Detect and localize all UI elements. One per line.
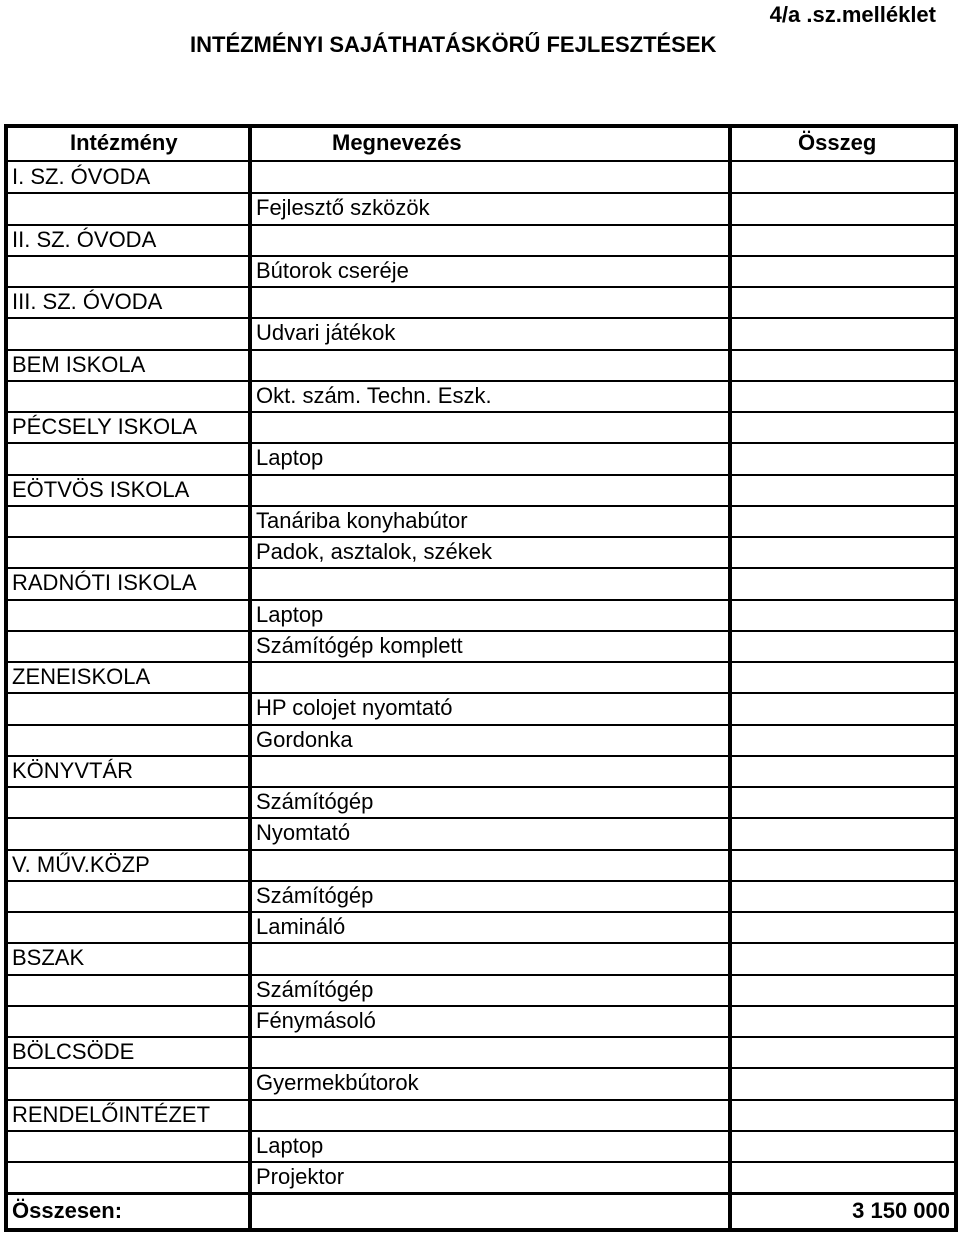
item-name-cell: Számítógép <box>256 976 374 1002</box>
item-name-cell: Számítógép <box>256 789 374 814</box>
item-name-cell: HP colojet nyomtató <box>256 695 453 721</box>
institution-cell: III. SZ. ÓVODA <box>12 289 163 314</box>
item-name-cell: Udvari játékok <box>256 320 396 346</box>
item-name-cell: Laptop <box>256 601 324 627</box>
row-divider <box>4 1067 958 1069</box>
row-divider <box>4 474 958 476</box>
row-divider <box>4 224 958 226</box>
item-name-cell: Számítógép <box>256 882 374 908</box>
row-divider <box>4 255 958 257</box>
institution-cell: II. SZ. ÓVODA <box>12 226 157 252</box>
item-name-cell: Fejlesztő szközök <box>256 195 430 221</box>
row-divider <box>4 755 958 757</box>
row-divider <box>4 536 958 538</box>
row-divider <box>4 349 958 351</box>
item-name-cell: Projektor <box>256 1164 345 1189</box>
institution-cell: V. MŰV.KÖZP <box>12 851 150 877</box>
item-name-cell: Laptop <box>256 1132 324 1158</box>
item-name-cell: Gyermekbútorok <box>256 1070 419 1096</box>
row-divider <box>4 567 958 569</box>
row-divider <box>4 160 958 162</box>
row-divider <box>4 380 958 382</box>
institution-cell: KÖNYVTÁR <box>12 757 134 783</box>
institution-cell: I. SZ. ÓVODA <box>12 164 151 189</box>
institution-cell: BEM ISKOLA <box>12 351 146 377</box>
row-divider <box>4 1005 958 1007</box>
row-divider <box>4 442 958 444</box>
row-divider <box>4 974 958 976</box>
item-name-cell: Bútorok cseréje <box>256 257 409 283</box>
column-divider <box>728 128 732 1228</box>
row-divider <box>4 1099 958 1101</box>
column-divider <box>248 128 252 1228</box>
item-name-cell: Padok, asztalok, székek <box>256 539 493 564</box>
item-name-cell: Tanáriba konyhabútor <box>256 507 468 533</box>
item-name-cell: Lamináló <box>256 914 346 939</box>
row-divider <box>4 661 958 663</box>
item-name-cell: Laptop <box>256 445 324 471</box>
item-name-cell: Gordonka <box>256 726 353 752</box>
row-divider <box>4 192 958 194</box>
item-name-cell: Okt. szám. Techn. Eszk. <box>256 382 492 408</box>
institution-cell: ZENEISKOLA <box>12 664 151 689</box>
column-header-name: Megnevezés <box>332 130 462 155</box>
institution-cell: BSZAK <box>12 945 85 971</box>
institution-cell: PÉCSELY ISKOLA <box>12 414 198 439</box>
annex-label: 4/a .sz.melléklet <box>769 2 936 27</box>
page-title: INTÉZMÉNYI SAJÁTHATÁSKÖRŰ FEJLESZTÉSEK <box>190 32 717 57</box>
row-divider <box>4 1161 958 1163</box>
row-divider <box>4 505 958 507</box>
row-divider <box>4 692 958 694</box>
row-divider <box>4 317 958 319</box>
row-divider <box>4 942 958 944</box>
row-divider <box>4 411 958 413</box>
grand-total: 3 150 000 <box>852 1198 950 1224</box>
column-header-amount: Összeg <box>798 130 877 155</box>
column-header-institution: Intézmény <box>70 130 178 155</box>
footer-label: Összesen: <box>12 1198 123 1224</box>
row-divider <box>4 817 958 819</box>
item-name-cell: Nyomtató <box>256 820 351 846</box>
institution-cell: RENDELŐINTÉZET <box>12 1101 211 1127</box>
row-divider <box>4 786 958 788</box>
row-divider <box>4 724 958 726</box>
row-divider <box>4 1192 958 1195</box>
item-name-cell: Számítógép komplett <box>256 632 463 658</box>
row-divider <box>4 849 958 851</box>
institution-cell: BÖLCSÖDE <box>12 1039 135 1064</box>
institution-cell: EÖTVÖS ISKOLA <box>12 476 190 502</box>
row-divider <box>4 880 958 882</box>
row-divider <box>4 286 958 288</box>
institution-cell: RADNÓTI ISKOLA <box>12 570 197 596</box>
row-divider <box>4 1036 958 1038</box>
row-divider <box>4 630 958 632</box>
row-divider <box>4 599 958 601</box>
item-name-cell: Fénymásoló <box>256 1007 376 1033</box>
row-divider <box>4 911 958 913</box>
row-divider <box>4 1130 958 1132</box>
